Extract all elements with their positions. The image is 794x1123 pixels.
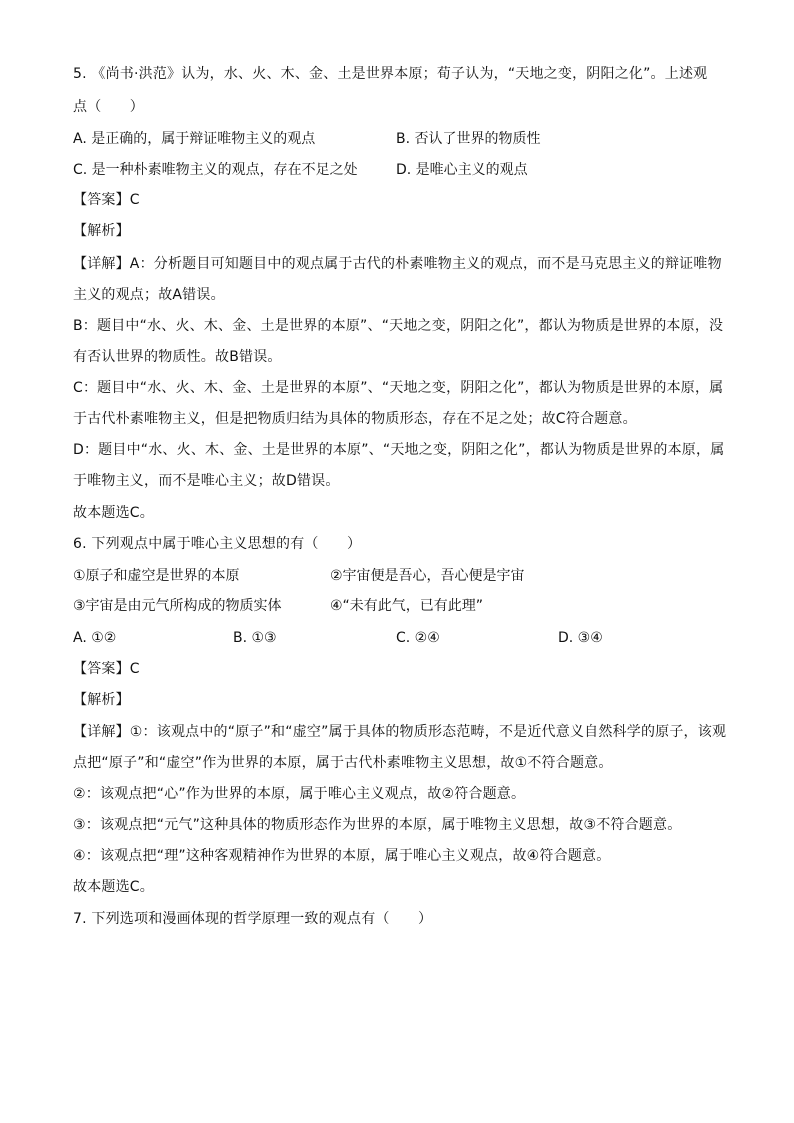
q6-statement-1: ①原子和虚空是世界的本原 <box>73 568 240 584</box>
q6-option-c: C. ②④ <box>396 630 440 646</box>
q6-stem: 6. 下列观点中属于唯心主义思想的有（ ） <box>73 536 362 552</box>
q6-detail-line3: ②：该观点把“心”作为世界的本原，属于唯心主义观点，故②符合题意。 <box>73 786 526 802</box>
q6-statement-2: ②宇宙便是吾心，吾心便是宇宙 <box>330 568 525 584</box>
q5-option-a: A. 是正确的，属于辩证唯物主义的观点 <box>73 131 316 147</box>
q6-statement-3: ③宇宙是由元气所构成的物质实体 <box>73 598 282 614</box>
q5-detail-line7: D：题目中“水、火、木、金、土是世界的本原”、“天地之变，阴阳之化”，都认为物质是世界的本原，属 <box>73 442 725 458</box>
q5-detail-line8: 于唯物主义，而不是唯心主义；故D错误。 <box>73 473 340 489</box>
q5-analysis-label: 【解析】 <box>73 223 130 239</box>
q6-analysis-label: 【解析】 <box>73 692 130 708</box>
q6-detail-line5: ④：该观点把“理”这种客观精神作为世界的本原，属于唯心主义观点，故④符合题意。 <box>73 848 611 864</box>
q6-answer: 【答案】C <box>73 661 140 677</box>
q5-stem-line1: 5. 《尚书·洪范》认为，水、火、木、金、土是世界本原；荀子认为，“天地之变，阴阳之化”。上述观 <box>73 66 708 82</box>
q5-detail-line5: C：题目中“水、火、木、金、土是世界的本原”、“天地之变，阴阳之化”，都认为物质是世界的本原，属 <box>73 380 724 396</box>
q6-conclusion: 故本题选C。 <box>73 879 154 895</box>
q6-option-a: A. ①② <box>73 630 117 646</box>
q5-option-b: B. 否认了世界的物质性 <box>396 131 541 147</box>
q6-option-b: B. ①③ <box>233 630 277 646</box>
q5-detail-line2: 主义的观点；故A错误。 <box>73 287 225 303</box>
q5-option-d: D. 是唯心主义的观点 <box>396 162 528 178</box>
q6-detail-line2: 点把“原子”和“虚空”作为世界的本原，属于古代朴素唯物主义思想，故①不符合题意。 <box>73 755 613 771</box>
q5-stem-line2: 点（ ） <box>73 99 144 115</box>
q6-detail-line1: 【详解】①：该观点中的“原子”和“虚空”属于具体的物质形态范畴，不是近代意义自然科学的原子，该观 <box>73 724 727 740</box>
q5-conclusion: 故本题选C。 <box>73 505 154 521</box>
q5-option-c: C. 是一种朴素唯物主义的观点，存在不足之处 <box>73 162 358 178</box>
q6-option-d: D. ③④ <box>558 630 603 646</box>
q5-detail-line4: 有否认世界的物质性。故B错误。 <box>73 349 282 365</box>
q5-detail-line1: 【详解】A：分析题目可知题目中的观点属于古代的朴素唯物主义的观点，而不是马克思主义的辩证唯物 <box>73 256 722 272</box>
q5-detail-line3: B：题目中“水、火、木、金、土是世界的本原”、“天地之变，阴阳之化”，都认为物质是世界的本原，没 <box>73 318 724 334</box>
q5-detail-line6: 于古代朴素唯物主义，但是把物质归结为具体的物质形态，存在不足之处；故C符合题意。 <box>73 411 637 427</box>
q7-stem: 7. 下列选项和漫画体现的哲学原理一致的观点有（ ） <box>73 911 433 927</box>
q5-answer: 【答案】C <box>73 192 140 208</box>
q6-detail-line4: ③：该观点把“元气”这种具体的物质形态作为世界的本原，属于唯物主义思想，故③不符合题意。 <box>73 817 682 833</box>
q6-statement-4: ④“未有此气，已有此理” <box>330 598 484 614</box>
